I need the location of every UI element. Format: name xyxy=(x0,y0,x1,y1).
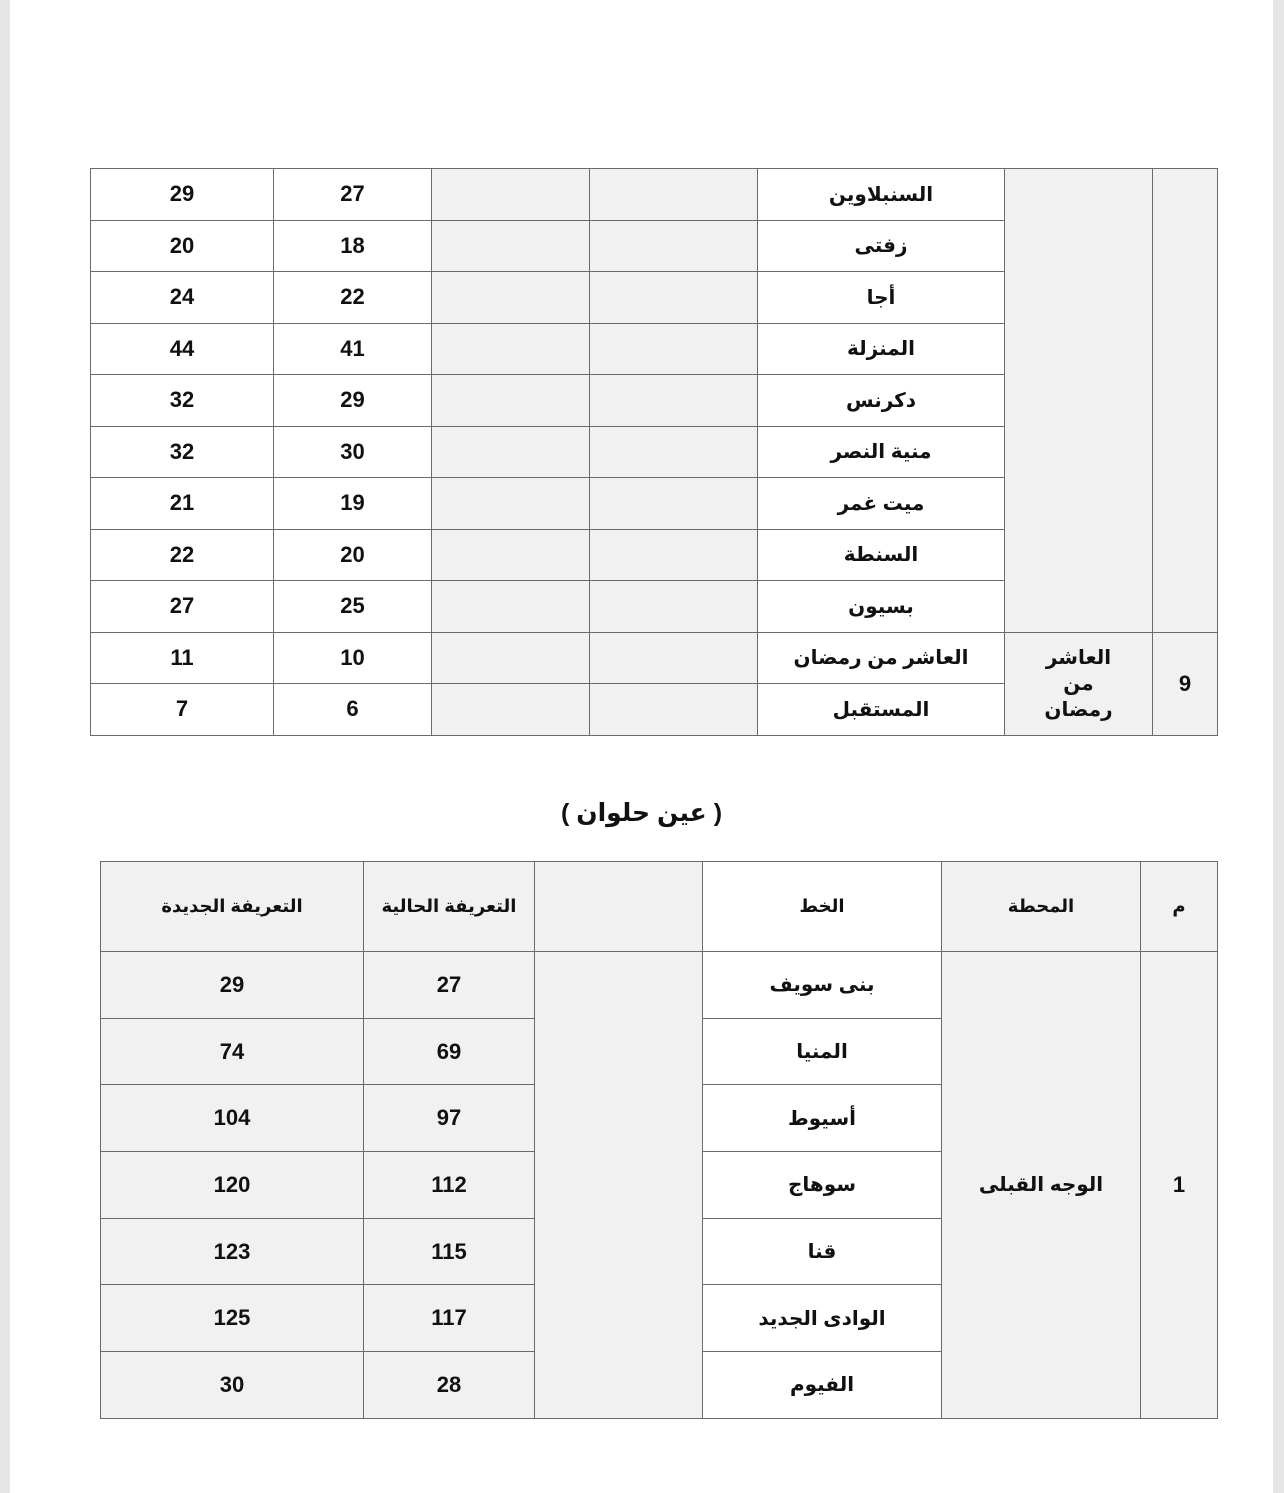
new-fare-cell: 44 xyxy=(91,323,274,375)
line-cell: زفتى xyxy=(758,220,1005,272)
new-fare-cell: 21 xyxy=(91,478,274,530)
blank-cell xyxy=(535,952,703,1419)
number-cell: 1 xyxy=(1141,952,1218,1419)
blank-cell xyxy=(590,478,758,530)
line-cell: بنى سويف xyxy=(703,952,942,1019)
header-current-fare: التعريفة الحالية xyxy=(364,862,535,952)
new-fare-cell: 32 xyxy=(91,375,274,427)
document-page xyxy=(10,0,1273,1493)
current-fare-cell: 20 xyxy=(274,529,432,581)
current-fare-cell: 69 xyxy=(364,1018,535,1085)
header-number: م xyxy=(1141,862,1218,952)
table-header-row xyxy=(101,862,1218,952)
new-fare-cell: 104 xyxy=(101,1085,364,1152)
line-cell: أجا xyxy=(758,272,1005,324)
blank-cell xyxy=(432,632,590,684)
current-fare-cell: 10 xyxy=(274,632,432,684)
header-line: الخط xyxy=(703,862,942,952)
new-fare-cell: 32 xyxy=(91,426,274,478)
new-fare-cell: 30 xyxy=(101,1352,364,1419)
blank-cell xyxy=(590,632,758,684)
table-row xyxy=(91,169,1218,221)
blank-cell xyxy=(590,581,758,633)
line-cell: السنطة xyxy=(758,529,1005,581)
new-fare-cell: 27 xyxy=(91,581,274,633)
line-cell: أسيوط xyxy=(703,1085,942,1152)
blank-cell xyxy=(432,684,590,736)
new-fare-cell: 24 xyxy=(91,272,274,324)
line-cell: المنيا xyxy=(703,1018,942,1085)
new-fare-cell: 123 xyxy=(101,1218,364,1285)
header-blank xyxy=(535,862,703,952)
line-cell: العاشر من رمضان xyxy=(758,632,1005,684)
new-fare-cell: 22 xyxy=(91,529,274,581)
blank-cell xyxy=(590,426,758,478)
new-fare-cell: 29 xyxy=(91,169,274,221)
current-fare-cell: 22 xyxy=(274,272,432,324)
station-cell: العاشر من رمضان xyxy=(1005,632,1153,735)
blank-cell xyxy=(432,272,590,324)
line-cell: بسيون xyxy=(758,581,1005,633)
new-fare-cell: 29 xyxy=(101,952,364,1019)
current-fare-cell: 25 xyxy=(274,581,432,633)
line-cell: منية النصر xyxy=(758,426,1005,478)
current-fare-cell: 112 xyxy=(364,1152,535,1219)
line-cell: المستقبل xyxy=(758,684,1005,736)
line-cell: سوهاج xyxy=(703,1152,942,1219)
current-fare-cell: 19 xyxy=(274,478,432,530)
current-fare-cell: 117 xyxy=(364,1285,535,1352)
blank-cell xyxy=(590,220,758,272)
new-fare-cell: 125 xyxy=(101,1285,364,1352)
table-row xyxy=(91,632,1218,684)
number-cell: 9 xyxy=(1153,632,1218,735)
station-cell-continued xyxy=(1005,169,1153,633)
blank-cell xyxy=(432,220,590,272)
line-cell: السنبلاوين xyxy=(758,169,1005,221)
blank-cell xyxy=(590,529,758,581)
line-cell: ميت غمر xyxy=(758,478,1005,530)
current-fare-cell: 30 xyxy=(274,426,432,478)
header-station: المحطة xyxy=(942,862,1141,952)
blank-cell xyxy=(590,272,758,324)
header-new-fare: التعريفة الجديدة xyxy=(101,862,364,952)
fare-table-ain-helwan xyxy=(100,861,1218,1419)
number-cell-continued xyxy=(1153,169,1218,633)
current-fare-cell: 27 xyxy=(274,169,432,221)
table-row xyxy=(101,952,1218,1019)
blank-cell xyxy=(432,323,590,375)
line-cell: الفيوم xyxy=(703,1352,942,1419)
blank-cell xyxy=(432,529,590,581)
current-fare-cell: 6 xyxy=(274,684,432,736)
fare-table-continued xyxy=(90,168,1218,736)
station-cell: الوجه القبلى xyxy=(942,952,1141,1419)
blank-cell xyxy=(590,375,758,427)
blank-cell xyxy=(432,169,590,221)
current-fare-cell: 28 xyxy=(364,1352,535,1419)
current-fare-cell: 115 xyxy=(364,1218,535,1285)
blank-cell xyxy=(432,478,590,530)
line-cell: قنا xyxy=(703,1218,942,1285)
blank-cell xyxy=(590,684,758,736)
new-fare-cell: 20 xyxy=(91,220,274,272)
current-fare-cell: 29 xyxy=(274,375,432,427)
new-fare-cell: 11 xyxy=(91,632,274,684)
new-fare-cell: 120 xyxy=(101,1152,364,1219)
new-fare-cell: 7 xyxy=(91,684,274,736)
line-cell: دكرنس xyxy=(758,375,1005,427)
current-fare-cell: 41 xyxy=(274,323,432,375)
new-fare-cell: 74 xyxy=(101,1018,364,1085)
blank-cell xyxy=(432,581,590,633)
current-fare-cell: 18 xyxy=(274,220,432,272)
blank-cell xyxy=(590,323,758,375)
current-fare-cell: 97 xyxy=(364,1085,535,1152)
blank-cell xyxy=(432,375,590,427)
line-cell: الوادى الجديد xyxy=(703,1285,942,1352)
line-cell: المنزلة xyxy=(758,323,1005,375)
blank-cell xyxy=(432,426,590,478)
current-fare-cell: 27 xyxy=(364,952,535,1019)
section-title: ( عين حلوان ) xyxy=(560,799,723,827)
blank-cell xyxy=(590,169,758,221)
